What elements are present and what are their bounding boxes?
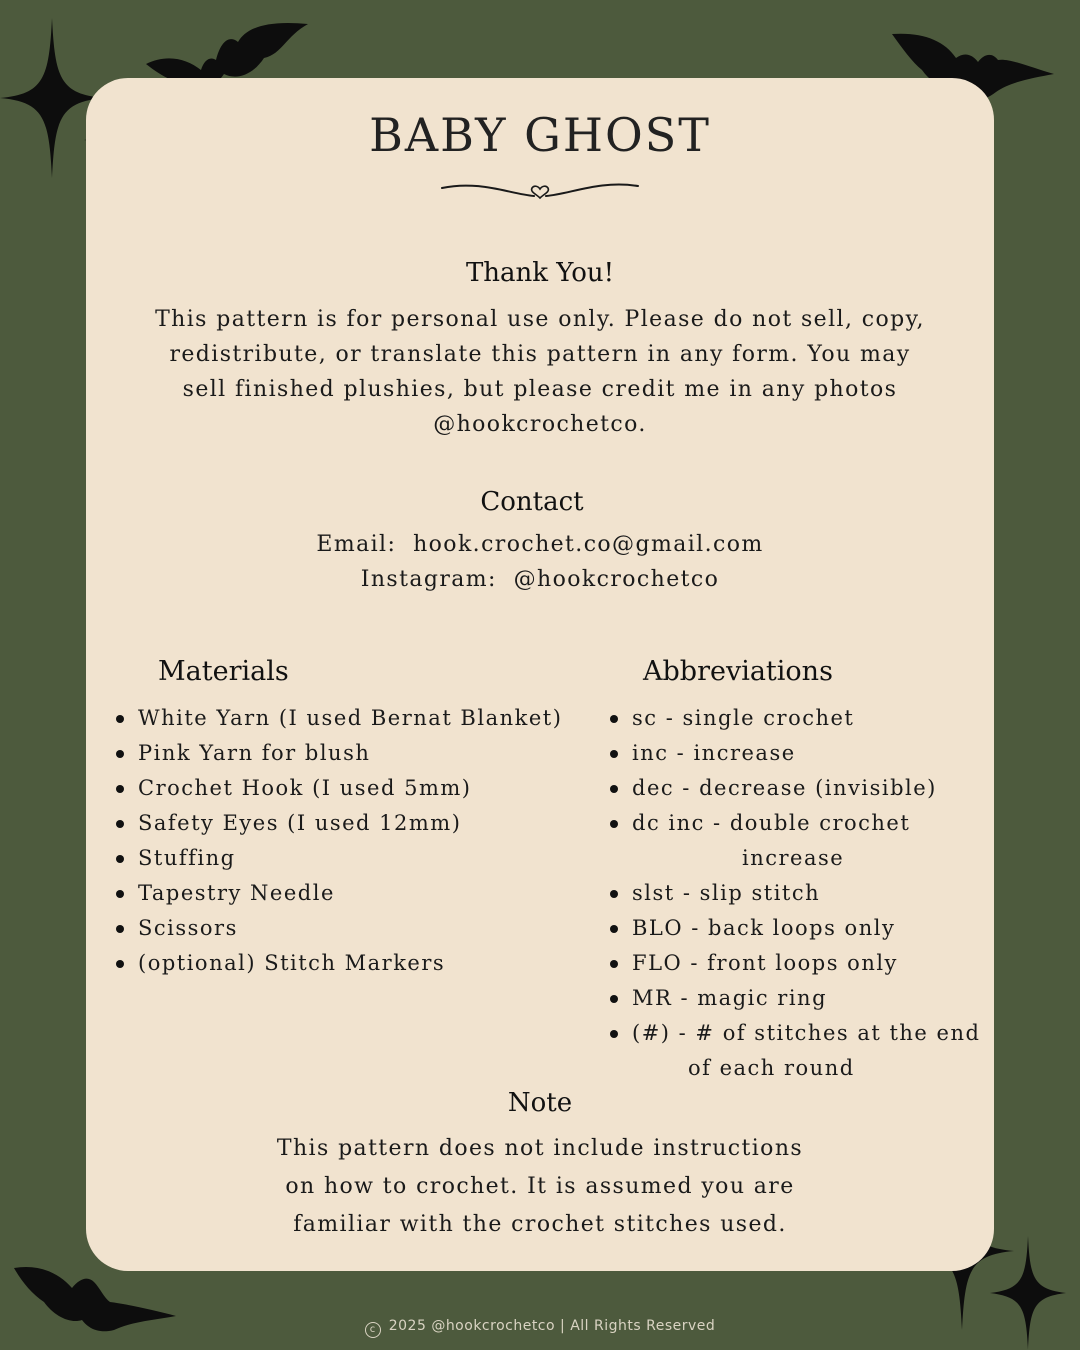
note-line: This pattern does not include instructions	[276, 1136, 804, 1161]
thank-you-line: sell finished plushies, but please credit me in any photos	[182, 377, 898, 402]
email-line[interactable]: Email: hook.crochet.co@gmail.com	[316, 532, 764, 557]
abbreviations-list	[606, 701, 980, 1086]
materials-list	[112, 701, 562, 981]
list-item: Safety Eyes (I used 12mm)	[112, 806, 562, 841]
list-item-text: dc inc - double crochet	[632, 811, 911, 835]
list-item: Scissors	[112, 911, 562, 946]
contact-block	[86, 527, 994, 597]
list-item: slst - slip stitch	[606, 876, 980, 911]
note-paragraph	[86, 1130, 994, 1244]
footer	[0, 1318, 1080, 1338]
list-item: Stuffing	[112, 841, 562, 876]
list-item: Crochet Hook (I used 5mm)	[112, 771, 562, 806]
list-item: Tapestry Needle	[112, 876, 562, 911]
list-item: Pink Yarn for blush	[112, 736, 562, 771]
note-line: on how to crochet. It is assumed you are	[285, 1174, 795, 1199]
list-item-text: (#) - # of stitches at the end	[632, 1021, 981, 1045]
note-heading: Note	[507, 1088, 573, 1118]
list-item	[606, 806, 980, 876]
note-line: familiar with the crochet stitches used.	[293, 1212, 787, 1237]
list-item: dec - decrease (invisible)	[606, 771, 980, 806]
heart-divider-icon	[440, 178, 640, 204]
abbreviations-heading: Abbreviations	[643, 656, 833, 687]
thank-you-line: redistribute, or translate this pattern in any form. You may	[169, 342, 911, 367]
thank-you-heading: Thank You!	[465, 258, 615, 288]
instagram-line[interactable]: Instagram: @hookcrochetco	[360, 567, 720, 592]
list-item: inc - increase	[606, 736, 980, 771]
list-item	[606, 1016, 980, 1086]
list-item: White Yarn (I used Bernat Blanket)	[112, 701, 562, 736]
list-item-continuation: of each round	[688, 1056, 855, 1080]
list-item: MR - magic ring	[606, 981, 980, 1016]
list-item: FLO - front loops only	[606, 946, 980, 981]
copyright-icon: c	[365, 1322, 381, 1338]
thank-you-paragraph	[86, 302, 994, 442]
materials-heading: Materials	[158, 656, 289, 687]
thank-you-line: This pattern is for personal use only. Please do not sell, copy,	[155, 307, 925, 332]
thank-you-line: @hookcrochetco.	[433, 412, 647, 437]
contact-heading: Contact	[480, 487, 584, 517]
page-title: BABY GHOST	[369, 108, 711, 162]
list-item-continuation: increase	[742, 846, 845, 870]
footer-text: 2025 @hookcrochetco | All Rights Reserved	[388, 1318, 716, 1334]
list-item: sc - single crochet	[606, 701, 980, 736]
list-item: BLO - back loops only	[606, 911, 980, 946]
list-item: (optional) Stitch Markers	[112, 946, 562, 981]
